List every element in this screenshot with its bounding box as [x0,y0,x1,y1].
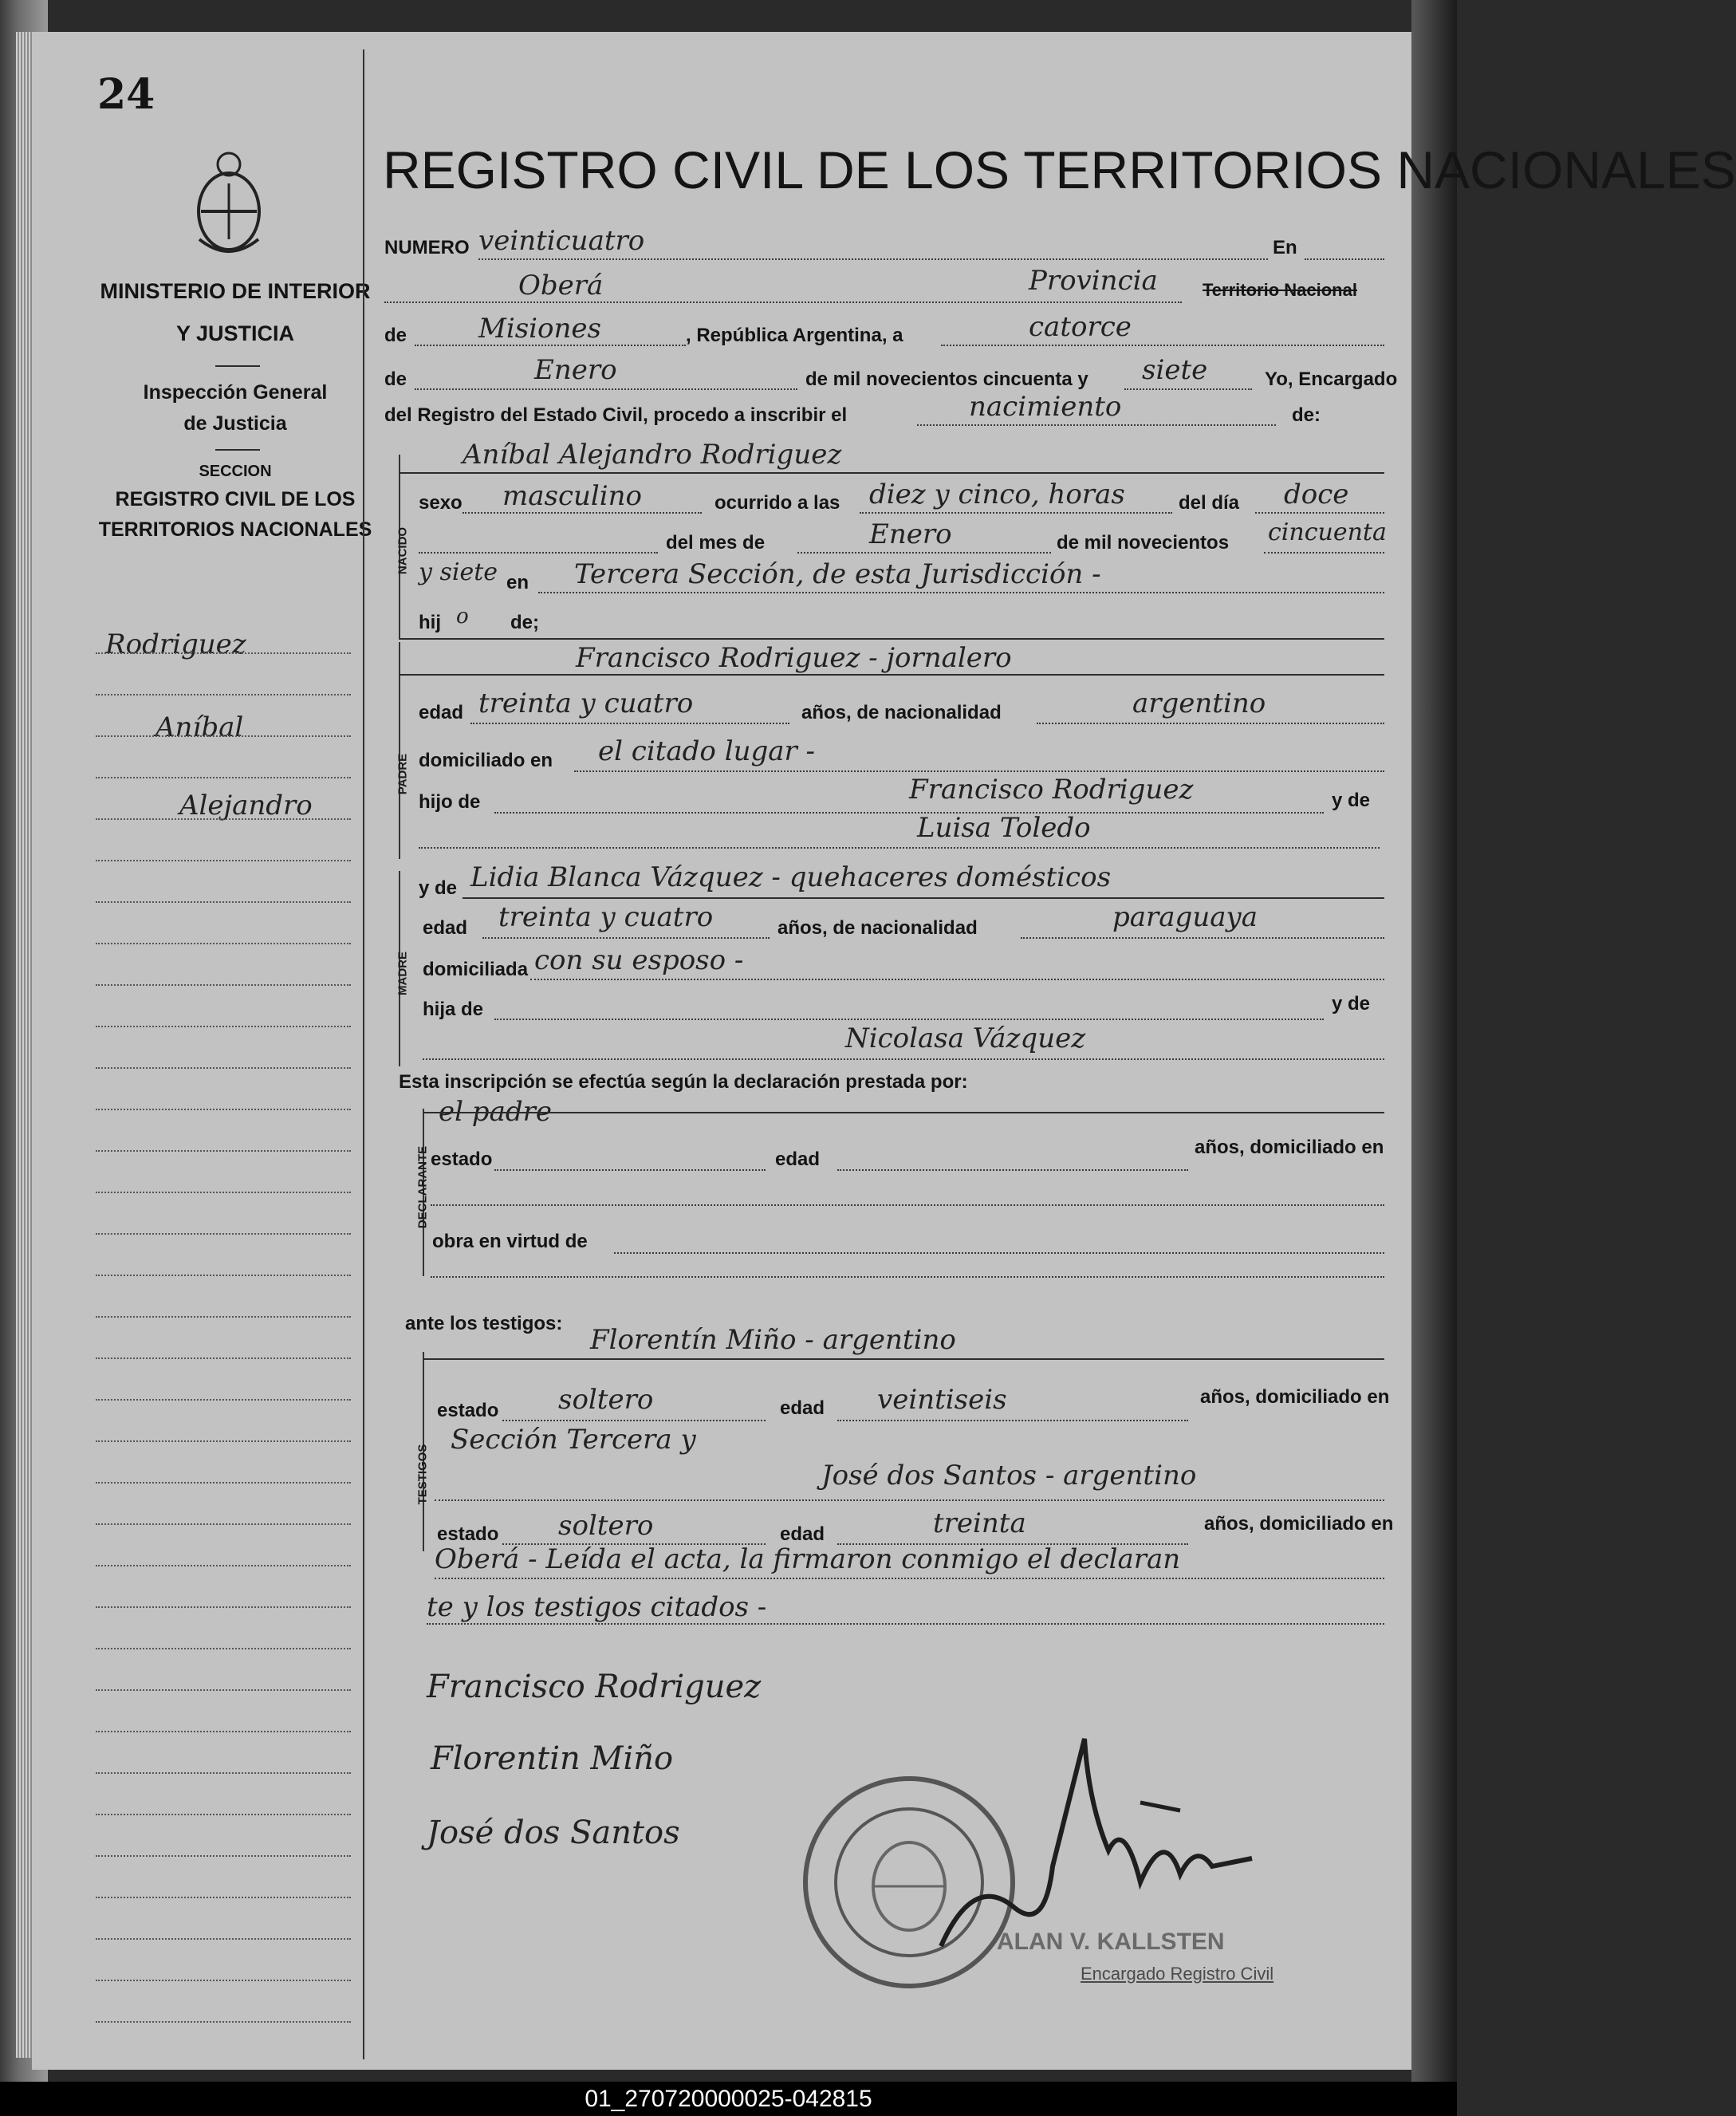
entry-madre-madre: Nicolasa Vázquez [845,1023,1086,1054]
officer-title: Encargado Registro Civil [1081,1964,1274,1984]
solid [423,1358,1384,1360]
entry-anio: siete [1142,354,1208,386]
solid [423,1112,1384,1113]
label-territorio: Territorio Nacional [1203,280,1357,300]
rule [1021,937,1384,939]
ministry-line-1: MINISTERIO DE INTERIOR [100,279,371,303]
label-hij: hij [419,612,441,633]
label-domiciliada: domiciliada [423,959,529,980]
label-de: de [384,368,407,390]
signature-testigo-2: José dos Santos [427,1815,680,1851]
entry-padre-domicilio: el citado lugar - [598,735,816,767]
label-sexo: sexo [419,492,463,514]
label-anos-nacionalidad: años, de nacionalidad [801,702,1002,723]
seccion-label: SECCION [199,463,272,480]
solid [399,472,1384,474]
rule [463,512,702,514]
label-del-mes: del mes de [666,532,766,554]
label-de-semicolon: de; [510,612,539,633]
entry-madre: Lidia Blanca Vázquez - quehaceres domésticos [470,861,1112,893]
entry-declarante: el padre [439,1096,552,1128]
rule [494,812,1324,814]
label-del-dia: del día [1179,492,1240,514]
entry-numero: veinticuatro [478,225,645,257]
registro-line-2: TERRITORIOS NACIONALES [98,518,372,541]
rule [941,345,1384,346]
label-y-de: y de [1332,790,1371,811]
label-de: de [384,325,407,346]
section-madre: MADRE [396,952,410,995]
label-anos-domiciliado: años, domiciliado en [1195,1137,1384,1158]
divider [215,449,260,451]
label-estado: estado [431,1149,493,1170]
rule [435,1499,1384,1501]
rule [415,345,686,346]
page-number: 24 [97,70,155,119]
label-domiciliado-en: domiciliado en [419,750,553,771]
section-padre: PADRE [396,753,410,795]
label-de-colon: de: [1292,404,1321,426]
entry-cierre-2: te y los testigos citados - [427,1591,767,1623]
divider [215,365,260,367]
inspeccion-line-2: de Justicia [183,412,287,435]
label-testigos: ante los testigos: [405,1313,563,1334]
entry-localidad: Oberá [518,270,604,301]
rule [797,552,1051,554]
officer-signature-icon [925,1707,1260,1962]
rule [530,979,1384,980]
label-edad: edad [780,1523,825,1545]
rule [478,258,1268,260]
label-del-registro: del Registro del Estado Civil, procedo a inscribir el [384,404,848,426]
rule [1037,723,1384,724]
right-page-edge [1411,0,1457,2082]
entry-lugar-nacimiento: Tercera Sección, de esta Jurisdicción - [574,558,1101,590]
entry-mes: Enero [534,354,617,386]
rule [494,1169,766,1171]
label-declaracion: Esta inscripción se efectúa según la declaración prestada por: [399,1071,968,1093]
rule [431,1204,1384,1206]
label-numero: NUMERO [384,237,470,258]
entry-hij-suffix: o [456,605,469,628]
signature-padre: Francisco Rodriguez [427,1669,762,1705]
rule [423,1058,1384,1060]
rule [435,1578,1384,1579]
rule [494,1019,1324,1020]
label-mil-novecientos: de mil novecientos [1057,532,1230,554]
label-edad: edad [780,1397,825,1419]
section-testigos: TESTIGOS [415,1444,430,1505]
register-title: REGISTRO CIVIL DE LOS TERRITORIOS NACIONALES [383,140,1736,199]
entry-provincia: Misiones [478,313,601,345]
entry-testigo-2-edad: treinta [933,1507,1026,1539]
rule [415,388,797,390]
rule [917,424,1276,426]
margin-first-name: Aníbal [155,711,244,743]
label-mil: de mil novecientos cincuenta y [805,368,1088,390]
label-estado: estado [437,1400,499,1421]
entry-anio-nac-1: cincuenta [1268,518,1387,546]
signature-testigo-1: Florentin Miño [431,1740,674,1777]
entry-dia: doce [1284,479,1349,510]
entry-padre-madre: Luisa Toledo [917,812,1091,844]
inspeccion-line-1: Inspección General [143,381,328,404]
label-yo: Yo, Encargado [1265,368,1398,390]
rule [574,770,1384,772]
rule [419,552,658,554]
label-republica: , República Argentina, a [686,325,903,346]
margin-surname: Rodriguez [105,628,246,660]
label-en: en [506,572,529,593]
entry-padre: Francisco Rodriguez - jornalero [576,642,1012,674]
entry-padre-nacionalidad: argentino [1132,688,1266,719]
rule [1124,388,1252,390]
entry-testigo-1: Florentín Miño - argentino [590,1324,956,1356]
label-anos-domiciliado: años, domiciliado en [1200,1386,1390,1408]
label-obra-en-virtud: obra en virtud de [432,1231,588,1252]
entry-provincia-hand: Provincia [1029,265,1158,297]
entry-testigo-2-estado: soltero [558,1510,654,1542]
rule [419,847,1380,849]
label-estado: estado [437,1523,499,1545]
label-y-de: y de [1332,993,1371,1015]
entry-testigo-1-estado: soltero [558,1384,654,1416]
entry-hora: diez y cinco, horas [869,479,1125,510]
officer-name: ALAN V. KALLSTEN [997,1929,1225,1955]
entry-anio-nac-2: y siete [419,558,498,586]
image-id-caption: 01_270720000025-042815 [0,2082,1457,2116]
label-en: En [1273,237,1297,258]
rule [860,512,1172,514]
solid [399,638,1384,640]
entry-padre-padre: Francisco Rodriguez [909,774,1194,806]
rule [427,1623,1384,1625]
rule [1264,552,1384,554]
entry-sexo: masculino [502,480,643,512]
entry-acto: nacimiento [969,391,1122,423]
rule [502,1420,766,1421]
rule [614,1252,1384,1254]
rule [470,723,789,724]
column-divider [363,49,364,2059]
rule [837,1420,1188,1421]
rule [431,1276,1384,1278]
label-edad: edad [423,917,468,939]
solid [399,674,1384,676]
entry-testigo-1-domicilio: Sección Tercera y [451,1424,696,1456]
entry-dia-letras: catorce [1029,311,1132,343]
entry-padre-edad: treinta y cuatro [478,688,694,719]
label-ocurrido: ocurrido a las [714,492,840,514]
entry-cierre-1: Oberá - Leída el acta, la firmaron conmigo el declaran [435,1543,1181,1575]
margin-second-name: Alejandro [179,790,313,822]
rule [1255,512,1384,514]
ministry-line-2: Y JUSTICIA [175,321,295,345]
solid [463,897,1384,899]
label-anos-domiciliado: años, domiciliado en [1204,1513,1394,1535]
label-edad: edad [775,1149,821,1170]
entry-nombre: Aníbal Alejandro Rodriguez [463,439,842,471]
section-declarante: DECLARANTE [415,1145,430,1229]
label-edad: edad [419,702,464,723]
rule [538,592,1384,593]
registro-line-1: REGISTRO CIVIL DE LOS [115,488,356,510]
label-hija-de: hija de [423,999,484,1020]
entry-testigo-1-edad: veintiseis [877,1384,1007,1416]
label-hijo-de: hijo de [419,791,481,813]
label-y-de: y de [419,877,458,899]
rule [384,301,1182,303]
rule [482,937,770,939]
entry-madre-nacionalidad: paraguaya [1112,901,1258,933]
section-nacido: NACIDO [396,526,410,575]
entry-madre-edad: treinta y cuatro [498,901,714,933]
coat-of-arms-icon [185,144,273,263]
rule [1305,258,1384,260]
entry-madre-domicilio: con su esposo - [534,944,744,976]
rule [837,1169,1188,1171]
entry-testigo-2: José dos Santos - argentino [821,1460,1197,1491]
label-anos-nacionalidad: años, de nacionalidad [777,917,978,939]
entry-mes-nacimiento: Enero [869,518,952,550]
